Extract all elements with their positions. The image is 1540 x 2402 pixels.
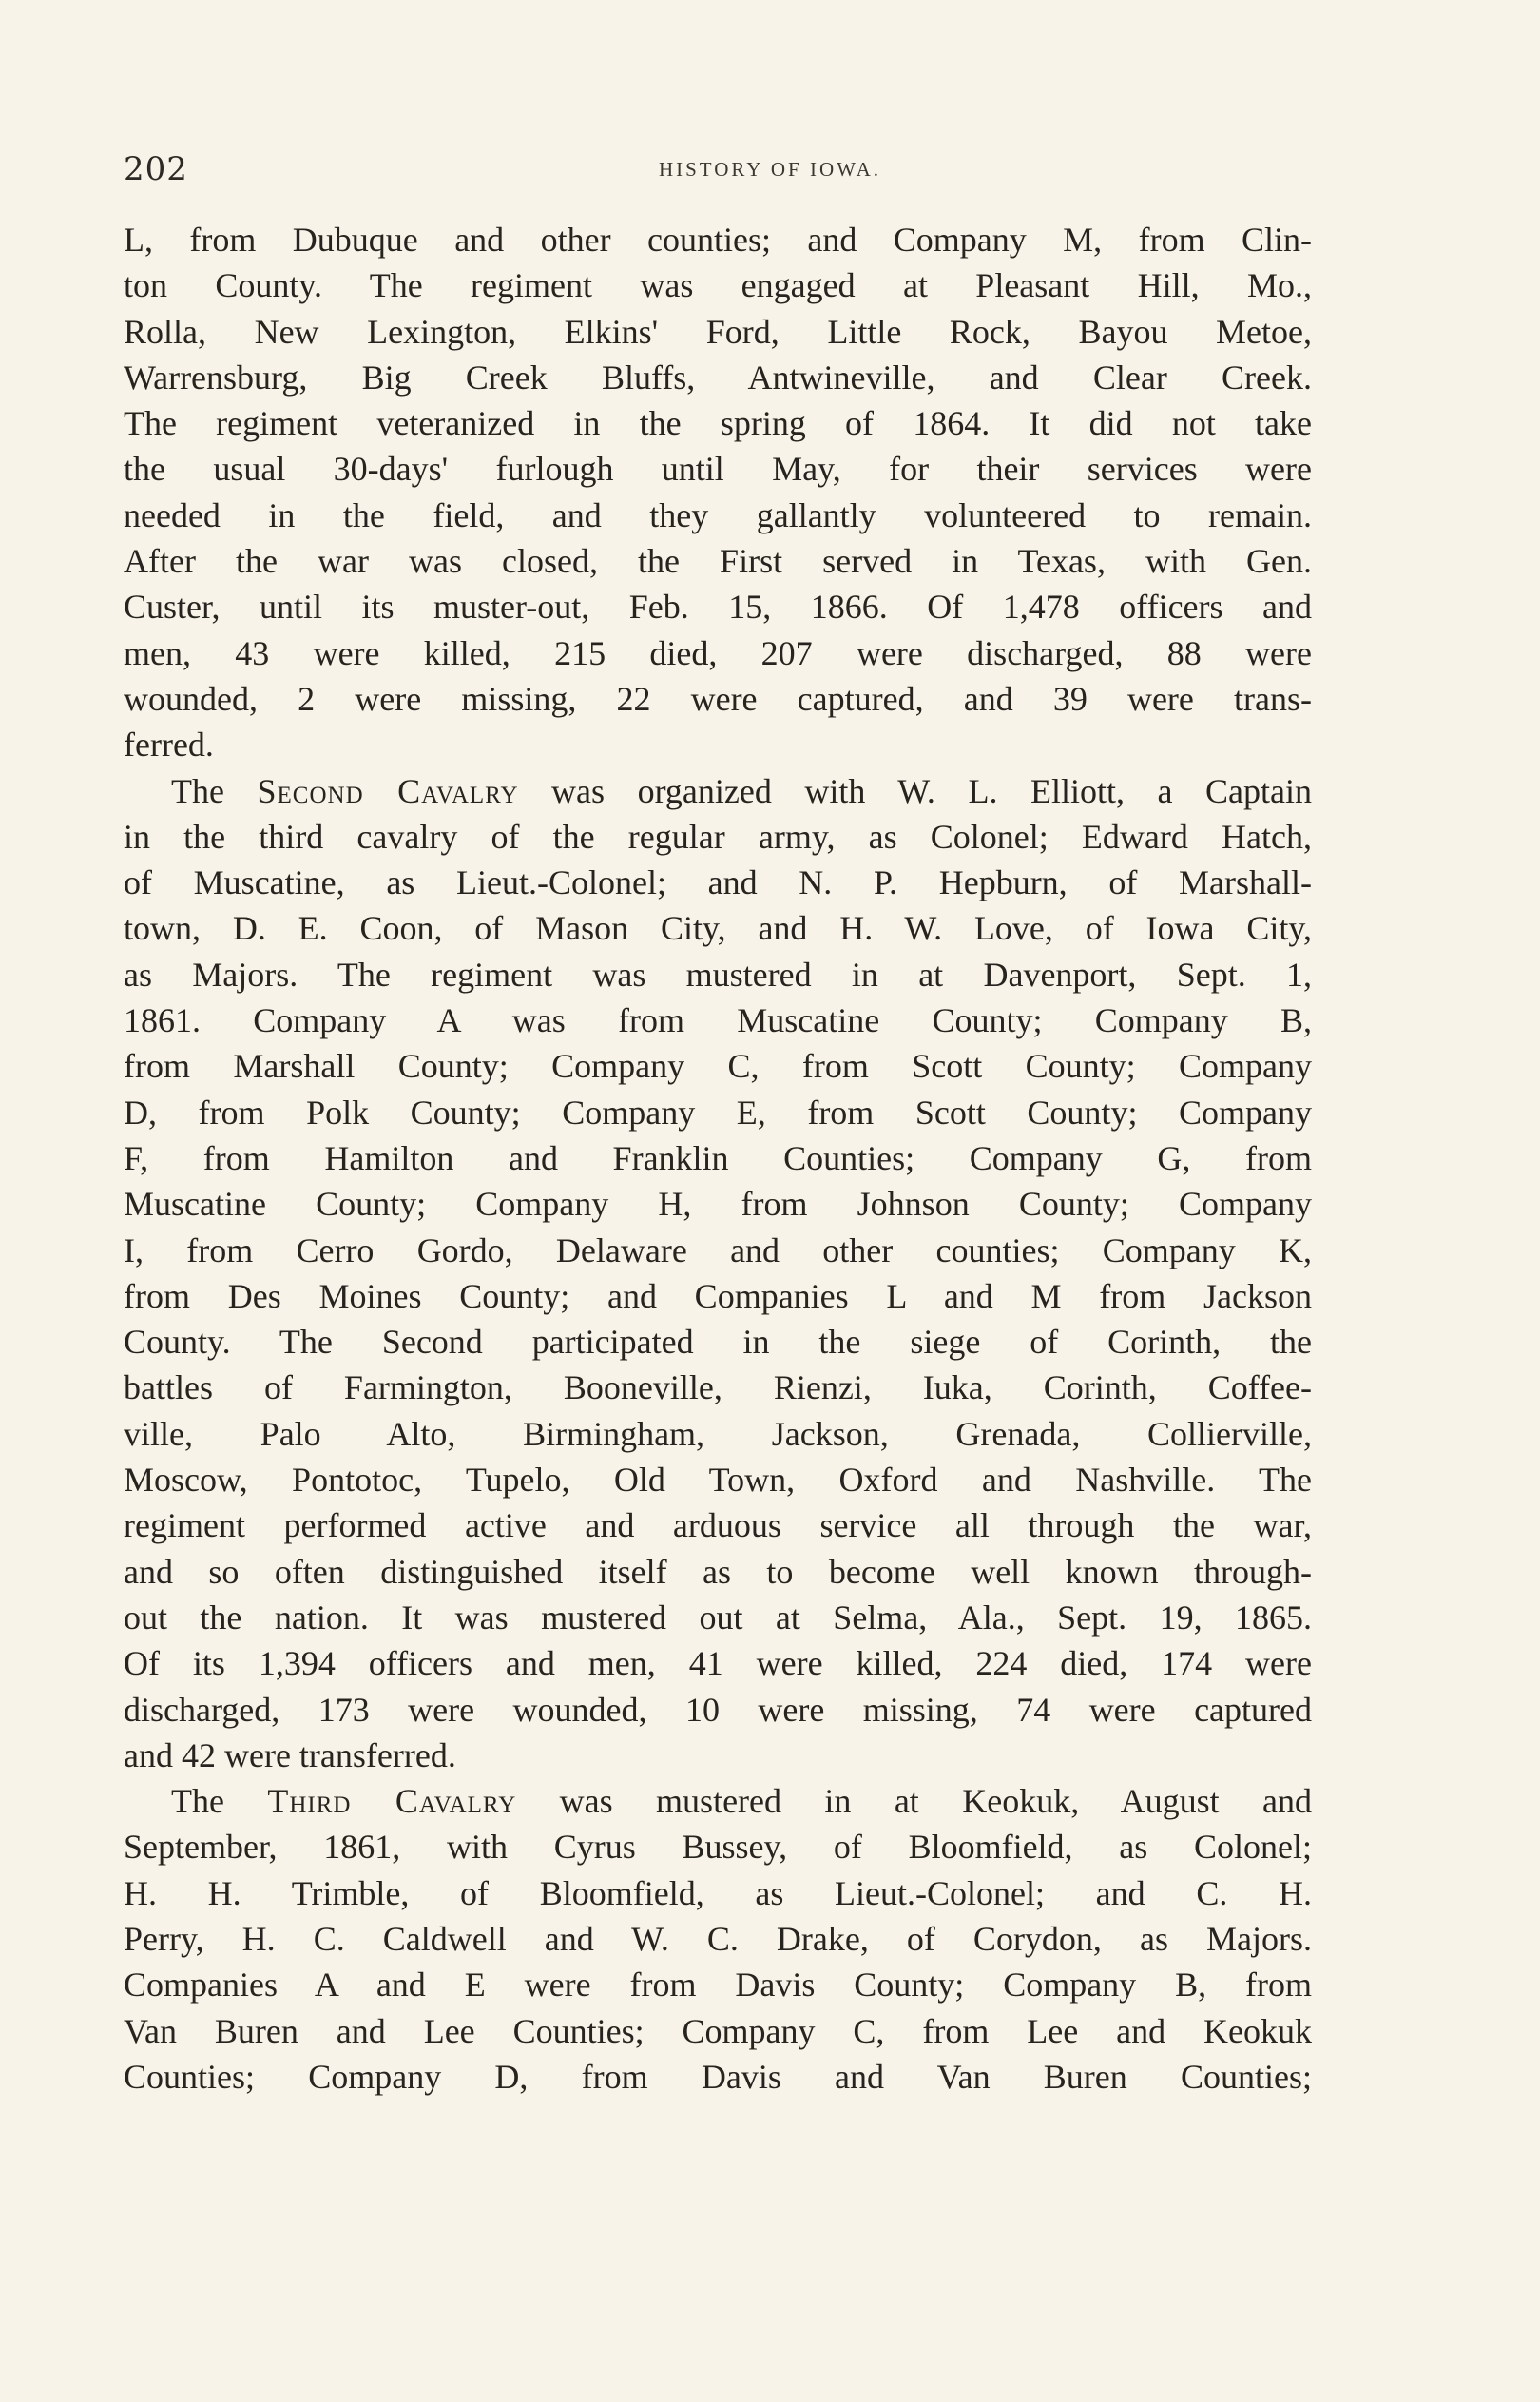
lead-prefix: The [171,771,258,810]
paragraph-third-cavalry [124,1778,1312,2100]
text-line: Van Buren and Lee Counties; Company C, from Lee and Keokuk [124,2011,1312,2050]
regiment-heading: Second Cavalry [257,771,519,810]
text-line: The regiment veteranized in the spring of 1864. It did not take [124,404,1312,443]
text-line: September, 1861, with Cyrus Bussey, of Bloomfield, as Colonel; [124,1828,1312,1867]
running-head: HISTORY OF IOWA. [658,158,882,181]
text-line: Warrensburg, Big Creek Bluffs, Antwineville, and Clear Creek. [124,358,1312,397]
text-line: discharged, 173 were wounded, 10 were missing, 74 were captured [124,1690,1312,1729]
text-line: from Marshall County; Company C, from Scott County; Company [124,1047,1312,1086]
text-line: I, from Cerro Gordo, Delaware and other counties; Company K, [124,1230,1312,1269]
text-line: from Des Moines County; and Companies L and M from Jackson [124,1276,1312,1315]
paragraph-first-cavalry-continued [124,217,1312,768]
text-line: ville, Palo Alto, Birmingham, Jackson, Grenada, Collierville, [124,1414,1312,1453]
body-text [124,217,1312,2100]
lead-prefix: The [171,1782,268,1821]
text-line: battles of Farmington, Booneville, Rienzi, Iuka, Corinth, Coffee- [124,1368,1312,1407]
text-line: and 42 were transferred. [124,1735,456,1774]
text-line: F, from Hamilton and Franklin Counties; Company G, from [124,1138,1312,1177]
text-line: 1861. Company A was from Muscatine County; Company B, [124,1001,1312,1040]
text-line: the usual 30-days' furlough until May, for their services were [124,450,1312,489]
text-line [124,1778,1312,1824]
text-line: Counties; Company D, from Davis and Van Buren Counties; [124,2057,1312,2096]
text-line: in the third cavalry of the regular army, as Colonel; Edward Hatch, [124,817,1312,856]
text-line: Rolla, New Lexington, Elkins' Ford, Little Rock, Bayou Metoe, [124,312,1312,351]
text-line: Moscow, Pontotoc, Tupelo, Old Town, Oxford and Nashville. The [124,1461,1312,1500]
text-line: Of its 1,394 officers and men, 41 were killed, 224 died, 174 were [124,1644,1312,1683]
text-line [124,768,1312,814]
text-line: of Muscatine, as Lieut.-Colonel; and N. P. Hepburn, of Marshall- [124,863,1312,902]
text-line: needed in the field, and they gallantly volunteered to remain. [124,495,1312,534]
text-line: and so often distinguished itself as to become well known through- [124,1552,1312,1591]
text-line: D, from Polk County; Company E, from Scott County; Company [124,1093,1312,1132]
text-line: H. H. Trimble, of Bloomfield, as Lieut.-Colonel; and C. H. [124,1873,1312,1912]
text-line: as Majors. The regiment was mustered in at Davenport, Sept. 1, [124,955,1312,994]
text-line: wounded, 2 were missing, 22 were captured, and 39 were trans- [124,679,1312,718]
paragraph-second-cavalry [124,768,1312,1779]
text-line: County. The Second participated in the siege of Corinth, the [124,1323,1312,1362]
page-number: 202 [124,150,188,188]
regiment-heading: Third Cavalry [267,1782,517,1821]
text-line: Muscatine County; Company H, from Johnson County; Company [124,1185,1312,1224]
text-line: Companies A and E were from Davis County; Company B, from [124,1966,1312,2005]
text-line: regiment performed active and arduous service all through the war, [124,1506,1312,1545]
text-line: Custer, until its muster-out, Feb. 15, 1866. Of 1,478 officers and [124,588,1312,627]
text-line: L, from Dubuque and other counties; and Company M, from Clin- [124,221,1312,259]
text-line: After the war was closed, the First served in Texas, with Gen. [124,542,1312,581]
text-line: ton County. The regiment was engaged at Pleasant Hill, Mo., [124,266,1312,305]
text-line: men, 43 were killed, 215 died, 207 were discharged, 88 were [124,633,1312,672]
lead-rest: was organized with W. L. Elliott, a Captain [518,771,1312,810]
text-line: Perry, H. C. Caldwell and W. C. Drake, of Corydon, as Majors. [124,1919,1312,1958]
lead-rest: was mustered in at Keokuk, August and [516,1782,1313,1821]
text-line: ferred. [124,726,214,765]
text-line: out the nation. It was mustered out at Selma, Ala., Sept. 19, 1865. [124,1598,1312,1637]
text-line: town, D. E. Coon, of Mason City, and H. W. Love, of Iowa City, [124,909,1312,948]
